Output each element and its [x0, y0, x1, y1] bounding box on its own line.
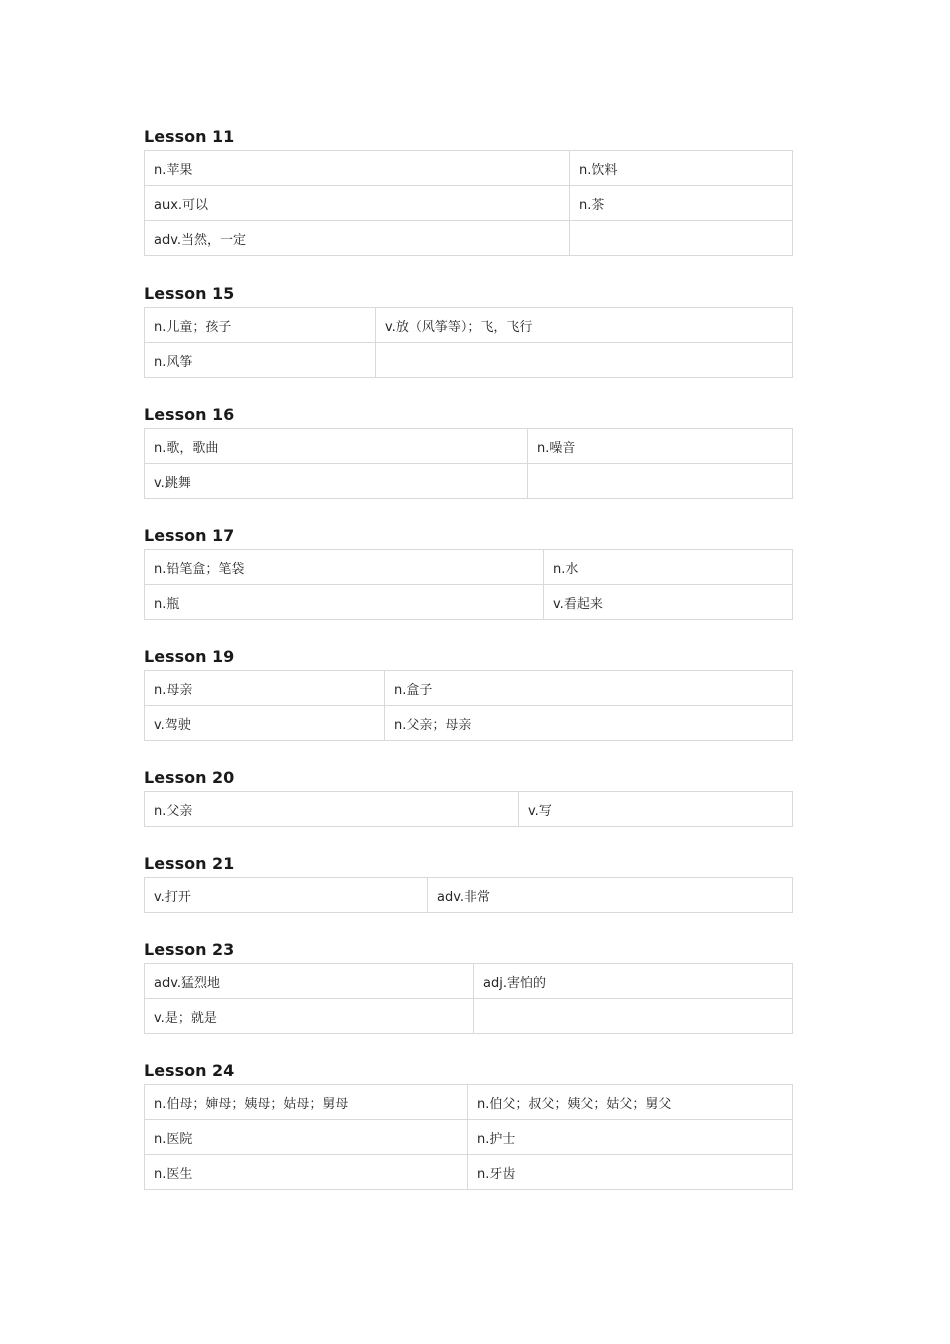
- table-cell: v.打开: [145, 878, 428, 913]
- table-cell: n.盒子: [385, 671, 793, 706]
- table-cell: adv.非常: [428, 878, 793, 913]
- lesson-17-section: [144, 526, 792, 620]
- table-cell: n.护士: [468, 1120, 793, 1155]
- table-cell: n.茶: [570, 186, 793, 221]
- table-cell: [474, 999, 793, 1034]
- table-row: [145, 429, 793, 464]
- table-cell: n.饮料: [570, 151, 793, 186]
- table-row: [145, 464, 793, 499]
- table-row: [145, 308, 793, 343]
- table-cell: n.歌，歌曲: [145, 429, 528, 464]
- vocabulary-table: [144, 549, 793, 620]
- table-cell: v.驾驶: [145, 706, 385, 741]
- lesson-title: Lesson 21: [144, 854, 235, 873]
- table-row: [145, 550, 793, 585]
- table-row: [145, 671, 793, 706]
- table-row: [145, 1085, 793, 1120]
- table-cell: n.父亲: [145, 792, 519, 827]
- table-cell: v.跳舞: [145, 464, 528, 499]
- table-row: [145, 964, 793, 999]
- lesson-title: Lesson 16: [144, 405, 235, 424]
- lesson-title: Lesson 19: [144, 647, 235, 666]
- table-row: [145, 1120, 793, 1155]
- table-cell: [528, 464, 793, 499]
- lesson-15-section: [144, 284, 792, 378]
- table-cell: n.伯父；叔父；姨父；姑父；舅父: [468, 1085, 793, 1120]
- vocabulary-table: [144, 877, 793, 913]
- table-row: [145, 878, 793, 913]
- lesson-title: Lesson 24: [144, 1061, 235, 1080]
- table-cell: adj.害怕的: [474, 964, 793, 999]
- lesson-title: Lesson 15: [144, 284, 235, 303]
- lesson-title: Lesson 20: [144, 768, 235, 787]
- vocabulary-table: [144, 963, 793, 1034]
- table-cell: n.父亲；母亲: [385, 706, 793, 741]
- table-cell: n.苹果: [145, 151, 570, 186]
- vocabulary-table: [144, 307, 793, 378]
- table-cell: n.医生: [145, 1155, 468, 1190]
- table-cell: v.写: [519, 792, 793, 827]
- table-cell: n.瓶: [145, 585, 544, 620]
- table-cell: [570, 221, 793, 256]
- lesson-11-section: [144, 127, 792, 256]
- table-row: [145, 585, 793, 620]
- vocabulary-table: [144, 150, 793, 256]
- table-row: [145, 792, 793, 827]
- table-row: [145, 343, 793, 378]
- table-cell: adv.猛烈地: [145, 964, 474, 999]
- lesson-16-section: [144, 405, 792, 499]
- table-row: [145, 999, 793, 1034]
- table-cell: n.牙齿: [468, 1155, 793, 1190]
- table-cell: n.水: [544, 550, 793, 585]
- lesson-21-section: [144, 854, 792, 913]
- lesson-title: Lesson 23: [144, 940, 235, 959]
- table-cell: adv.当然，一定: [145, 221, 570, 256]
- table-row: [145, 186, 793, 221]
- table-cell: n.风筝: [145, 343, 376, 378]
- table-cell: n.噪音: [528, 429, 793, 464]
- table-cell: n.伯母；婶母；姨母；姑母；舅母: [145, 1085, 468, 1120]
- lesson-title: Lesson 11: [144, 127, 235, 146]
- table-cell: n.母亲: [145, 671, 385, 706]
- vocabulary-table: [144, 670, 793, 741]
- table-row: [145, 1155, 793, 1190]
- lesson-20-section: [144, 768, 792, 827]
- lesson-title: Lesson 17: [144, 526, 235, 545]
- table-cell: v.放（风筝等）；飞，飞行: [376, 308, 793, 343]
- vocabulary-table: [144, 428, 793, 499]
- table-cell: n.医院: [145, 1120, 468, 1155]
- table-cell: n.铅笔盒；笔袋: [145, 550, 544, 585]
- table-cell: n.儿童；孩子: [145, 308, 376, 343]
- table-cell: [376, 343, 793, 378]
- vocabulary-table: [144, 1084, 793, 1190]
- table-cell: aux.可以: [145, 186, 570, 221]
- table-cell: v.看起来: [544, 585, 793, 620]
- table-row: [145, 221, 793, 256]
- lesson-19-section: [144, 647, 792, 741]
- table-row: [145, 706, 793, 741]
- lesson-24-section: [144, 1061, 792, 1190]
- table-cell: v.是；就是: [145, 999, 474, 1034]
- table-row: [145, 151, 793, 186]
- lesson-23-section: [144, 940, 792, 1034]
- vocabulary-table: [144, 791, 793, 827]
